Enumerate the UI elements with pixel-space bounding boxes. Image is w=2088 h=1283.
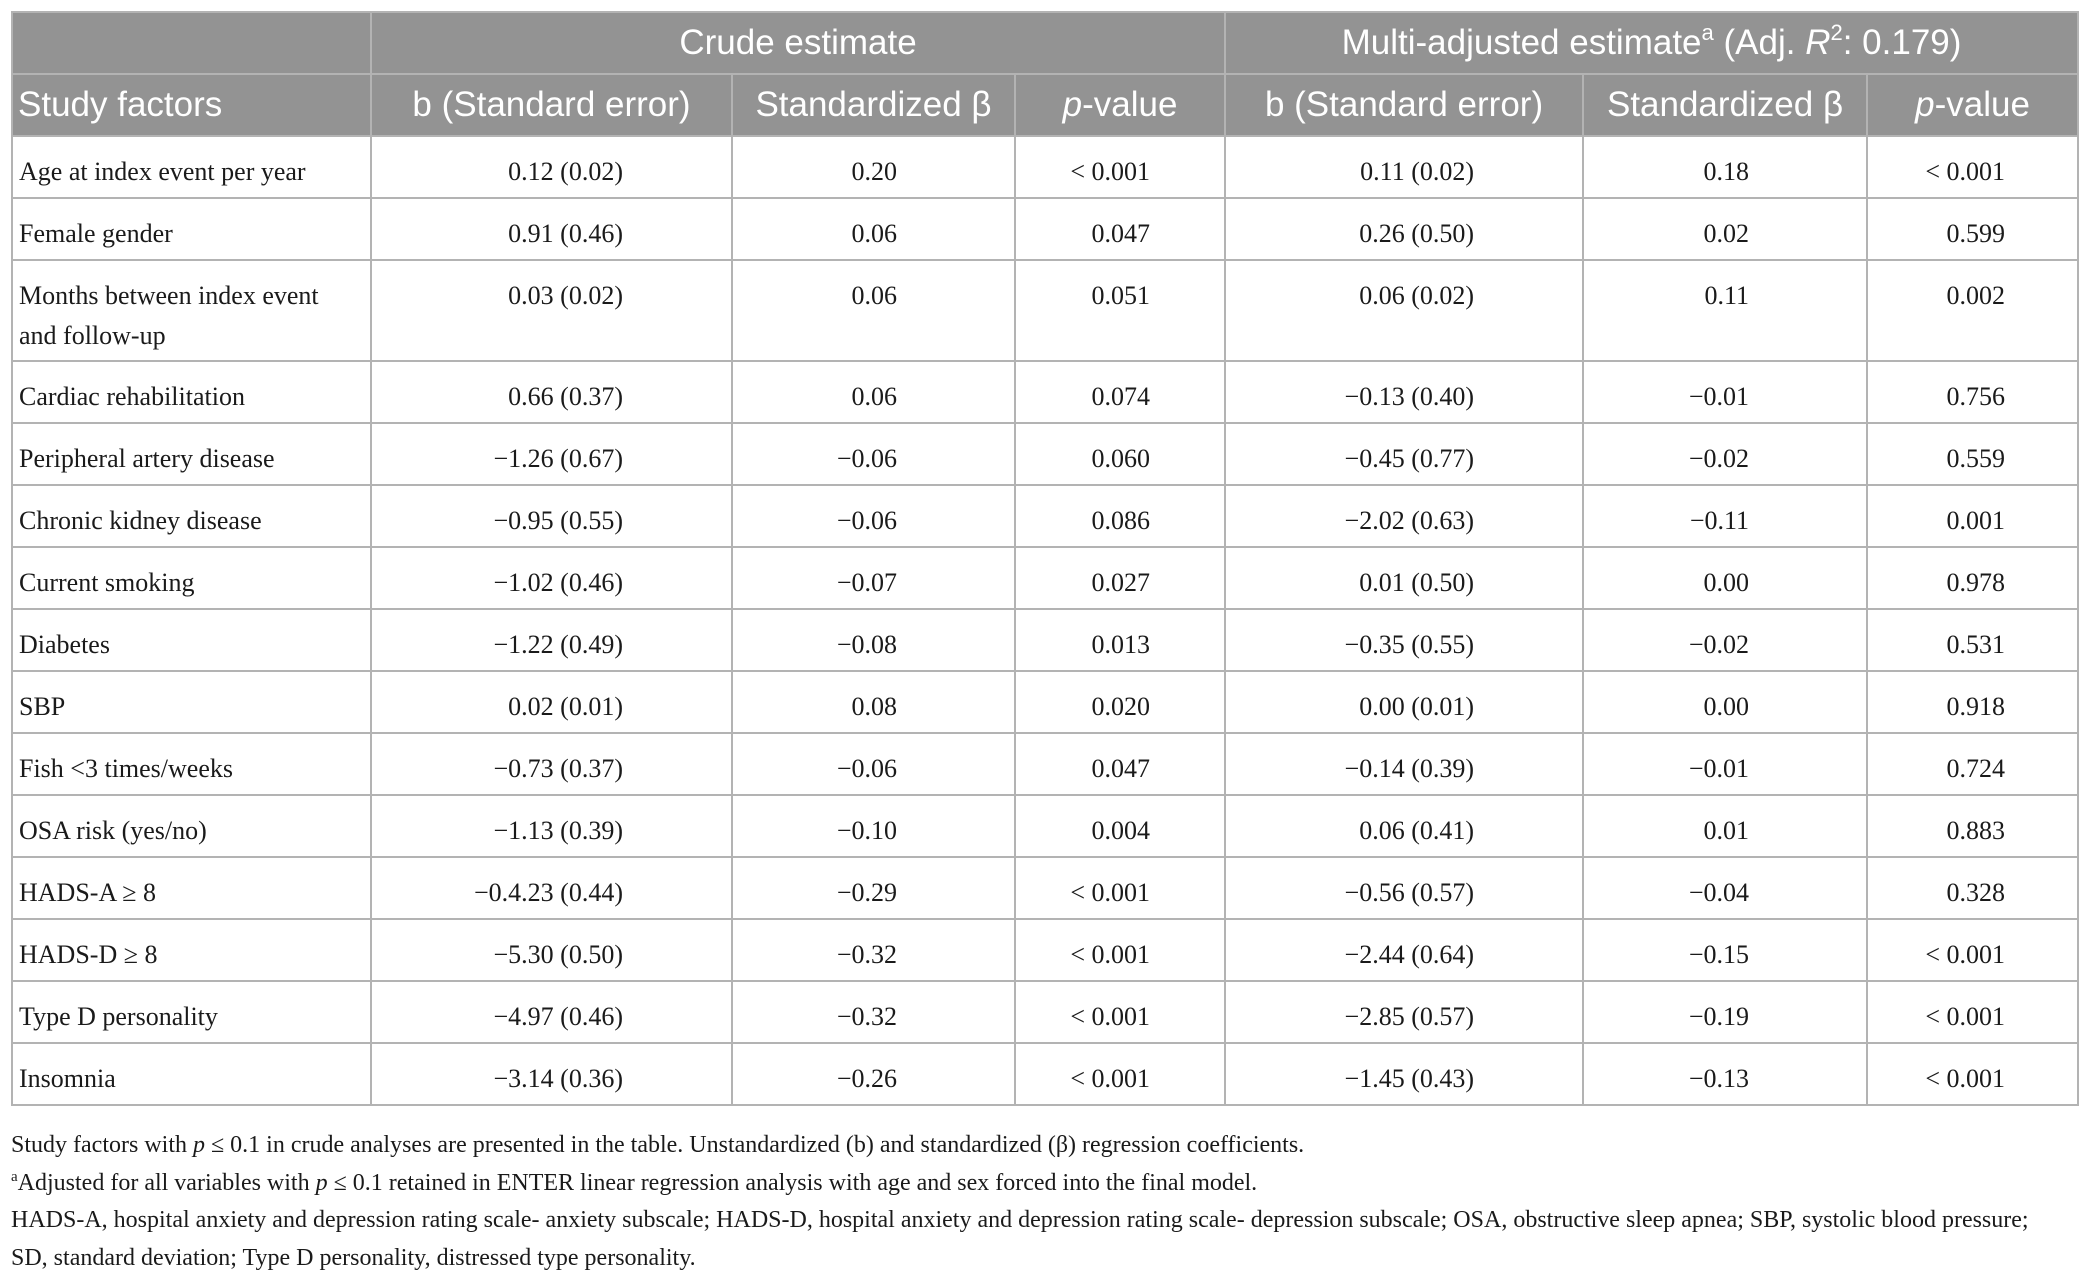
cell-p-value: 0.060 xyxy=(1015,423,1225,485)
header-row-groups xyxy=(12,12,2078,74)
cell-standardized-beta-adjusted: 0.11 xyxy=(1583,260,1867,361)
p-symbol: p xyxy=(1915,85,1935,124)
cell-p-value-adjusted: 0.918 xyxy=(1867,671,2078,733)
cell-p-value: < 0.001 xyxy=(1015,857,1225,919)
cell-b-standard-error: 0.02 (0.01) xyxy=(371,671,732,733)
cell-standardized-beta: 0.08 xyxy=(732,671,1015,733)
p-symbol: p xyxy=(1062,85,1083,124)
header-row-columns xyxy=(12,74,2078,136)
cell-standardized-beta-adjusted: −0.15 xyxy=(1583,919,1867,981)
header-empty-cell xyxy=(12,12,371,74)
cell-p-value-adjusted: 0.599 xyxy=(1867,198,2078,260)
r-symbol: R xyxy=(1805,23,1831,62)
cell-b-standard-error-adjusted: −1.45 (0.43) xyxy=(1225,1043,1583,1105)
cell-p-value: < 0.001 xyxy=(1015,1043,1225,1105)
cell-study-factor: Cardiac rehabilitation xyxy=(12,361,371,423)
cell-standardized-beta: 0.20 xyxy=(732,136,1015,198)
table-row xyxy=(12,547,2078,609)
adj-label: (Adj. xyxy=(1713,23,1806,62)
table-row xyxy=(12,361,2078,423)
cell-standardized-beta-adjusted: −0.02 xyxy=(1583,609,1867,671)
cell-p-value-adjusted: < 0.001 xyxy=(1867,136,2078,198)
table-row xyxy=(12,795,2078,857)
footnote-text: Study factors with xyxy=(11,1132,193,1158)
cell-b-standard-error: −1.13 (0.39) xyxy=(371,795,732,857)
cell-b-standard-error-adjusted: 0.06 (0.02) xyxy=(1225,260,1583,361)
cell-p-value-adjusted: 0.978 xyxy=(1867,547,2078,609)
cell-b-standard-error: −4.97 (0.46) xyxy=(371,981,732,1043)
cell-b-standard-error-adjusted: −2.85 (0.57) xyxy=(1225,981,1583,1043)
cell-p-value: 0.047 xyxy=(1015,733,1225,795)
cell-b-standard-error: 0.03 (0.02) xyxy=(371,260,732,361)
cell-standardized-beta: −0.08 xyxy=(732,609,1015,671)
footnote-marker: a xyxy=(11,1168,18,1185)
table-row xyxy=(12,857,2078,919)
col-study-factors: Study factors xyxy=(12,74,371,136)
cell-study-factor: HADS-A ≥ 8 xyxy=(12,857,371,919)
table-row xyxy=(12,423,2078,485)
cell-b-standard-error: −5.30 (0.50) xyxy=(371,919,732,981)
multi-adjusted-label: Multi-adjusted estimate xyxy=(1341,23,1702,62)
cell-study-factor: Age at index event per year xyxy=(12,136,371,198)
cell-study-factor: OSA risk (yes/no) xyxy=(12,795,371,857)
cell-study-factor: Peripheral artery disease xyxy=(12,423,371,485)
cell-standardized-beta-adjusted: 0.01 xyxy=(1583,795,1867,857)
cell-standardized-beta-adjusted: −0.01 xyxy=(1583,361,1867,423)
cell-standardized-beta: −0.26 xyxy=(732,1043,1015,1105)
cell-p-value: < 0.001 xyxy=(1015,136,1225,198)
cell-standardized-beta: 0.06 xyxy=(732,361,1015,423)
footnote-text: ≤ 0.1 in crude analyses are presented in the table. Unstandardized (b) and standardized (β) regression coefficients. xyxy=(204,1132,1305,1158)
cell-study-factor: Diabetes xyxy=(12,609,371,671)
cell-b-standard-error-adjusted: 0.01 (0.50) xyxy=(1225,547,1583,609)
cell-standardized-beta: −0.06 xyxy=(732,485,1015,547)
cell-standardized-beta: −0.10 xyxy=(732,795,1015,857)
cell-standardized-beta: −0.32 xyxy=(732,919,1015,981)
cell-p-value: 0.020 xyxy=(1015,671,1225,733)
cell-b-standard-error: 0.66 (0.37) xyxy=(371,361,732,423)
col-standardized-beta: Standardized β xyxy=(732,74,1015,136)
cell-p-value: 0.013 xyxy=(1015,609,1225,671)
cell-b-standard-error: −3.14 (0.36) xyxy=(371,1043,732,1105)
cell-p-value-adjusted: 0.883 xyxy=(1867,795,2078,857)
footnote-abbreviations: HADS-A, hospital anxiety and depression rating scale- anxiety subscale; HADS-D, hospital anxiety and depression rating scale- depression subscale; OSA, obstructive sleep apnea; SBP, systolic blood pressure; SD, standard deviation; Type D personality, distressed type personality. xyxy=(11,1207,2029,1271)
footnote-line-2 xyxy=(11,1165,2071,1203)
cell-b-standard-error-adjusted: 0.00 (0.01) xyxy=(1225,671,1583,733)
cell-p-value: 0.047 xyxy=(1015,198,1225,260)
cell-p-value-adjusted: 0.002 xyxy=(1867,260,2078,361)
cell-b-standard-error-adjusted: −0.13 (0.40) xyxy=(1225,361,1583,423)
footnote-marker: a xyxy=(1701,20,1714,45)
cell-p-value: < 0.001 xyxy=(1015,981,1225,1043)
table-row xyxy=(12,609,2078,671)
cell-b-standard-error: −0.4.23 (0.44) xyxy=(371,857,732,919)
cell-study-factor: Months between index event and follow-up xyxy=(12,260,371,361)
cell-standardized-beta: −0.29 xyxy=(732,857,1015,919)
cell-standardized-beta: −0.32 xyxy=(732,981,1015,1043)
cell-study-factor: Insomnia xyxy=(12,1043,371,1105)
cell-p-value: 0.074 xyxy=(1015,361,1225,423)
p-symbol: p xyxy=(192,1132,205,1158)
r-squared-exponent: 2 xyxy=(1830,20,1843,45)
cell-p-value-adjusted: 0.328 xyxy=(1867,857,2078,919)
footnote-line-1 xyxy=(11,1127,2071,1165)
table-row xyxy=(12,981,2078,1043)
table-row xyxy=(12,136,2078,198)
cell-b-standard-error: −1.26 (0.67) xyxy=(371,423,732,485)
footnote-text: ≤ 0.1 retained in ENTER linear regression analysis with age and sex forced into the final model. xyxy=(327,1169,1258,1196)
cell-b-standard-error-adjusted: −0.45 (0.77) xyxy=(1225,423,1583,485)
cell-standardized-beta-adjusted: 0.18 xyxy=(1583,136,1867,198)
footnote-text: Adjusted for all variables with xyxy=(17,1169,316,1196)
cell-b-standard-error: −1.02 (0.46) xyxy=(371,547,732,609)
table-row xyxy=(12,260,2078,361)
cell-standardized-beta-adjusted: −0.13 xyxy=(1583,1043,1867,1105)
cell-standardized-beta-adjusted: 0.00 xyxy=(1583,547,1867,609)
cell-p-value-adjusted: < 0.001 xyxy=(1867,919,2078,981)
regression-table xyxy=(11,11,2079,1106)
cell-b-standard-error-adjusted: 0.11 (0.02) xyxy=(1225,136,1583,198)
cell-study-factor: HADS-D ≥ 8 xyxy=(12,919,371,981)
cell-b-standard-error-adjusted: 0.06 (0.41) xyxy=(1225,795,1583,857)
cell-p-value-adjusted: < 0.001 xyxy=(1867,981,2078,1043)
cell-standardized-beta-adjusted: −0.04 xyxy=(1583,857,1867,919)
cell-b-standard-error-adjusted: −0.35 (0.55) xyxy=(1225,609,1583,671)
cell-p-value-adjusted: 0.756 xyxy=(1867,361,2078,423)
crude-estimate-label: Crude estimate xyxy=(679,23,917,62)
cell-p-value-adjusted: 0.559 xyxy=(1867,423,2078,485)
cell-standardized-beta-adjusted: 0.02 xyxy=(1583,198,1867,260)
cell-b-standard-error: −0.73 (0.37) xyxy=(371,733,732,795)
cell-p-value: 0.004 xyxy=(1015,795,1225,857)
col-b-standard-error: b (Standard error) xyxy=(371,74,732,136)
cell-b-standard-error: 0.91 (0.46) xyxy=(371,198,732,260)
cell-p-value-adjusted: 0.001 xyxy=(1867,485,2078,547)
cell-study-factor: Fish <3 times/weeks xyxy=(12,733,371,795)
cell-b-standard-error-adjusted: −0.56 (0.57) xyxy=(1225,857,1583,919)
cell-standardized-beta-adjusted: −0.02 xyxy=(1583,423,1867,485)
cell-study-factor: Female gender xyxy=(12,198,371,260)
p-value-suffix: -value xyxy=(1934,85,2030,124)
col-p-value xyxy=(1015,74,1225,136)
col-p-value-adjusted xyxy=(1867,74,2078,136)
col-b-standard-error-adjusted: b (Standard error) xyxy=(1225,74,1583,136)
cell-b-standard-error: −1.22 (0.49) xyxy=(371,609,732,671)
header-multi-adjusted-estimate xyxy=(1225,12,2078,74)
cell-standardized-beta: −0.07 xyxy=(732,547,1015,609)
cell-b-standard-error-adjusted: −2.02 (0.63) xyxy=(1225,485,1583,547)
cell-study-factor: Type D personality xyxy=(12,981,371,1043)
cell-standardized-beta-adjusted: −0.11 xyxy=(1583,485,1867,547)
cell-study-factor: Current smoking xyxy=(12,547,371,609)
col-standardized-beta-adjusted: Standardized β xyxy=(1583,74,1867,136)
cell-standardized-beta-adjusted: 0.00 xyxy=(1583,671,1867,733)
table-row xyxy=(12,198,2078,260)
cell-p-value: 0.051 xyxy=(1015,260,1225,361)
cell-p-value: < 0.001 xyxy=(1015,919,1225,981)
cell-b-standard-error-adjusted: 0.26 (0.50) xyxy=(1225,198,1583,260)
cell-p-value-adjusted: < 0.001 xyxy=(1867,1043,2078,1105)
cell-study-factor: SBP xyxy=(12,671,371,733)
cell-b-standard-error-adjusted: −0.14 (0.39) xyxy=(1225,733,1583,795)
header-crude-estimate xyxy=(371,12,1225,74)
cell-p-value: 0.027 xyxy=(1015,547,1225,609)
adj-r2-value: : 0.179) xyxy=(1842,23,1962,62)
table-row xyxy=(12,733,2078,795)
cell-standardized-beta: −0.06 xyxy=(732,733,1015,795)
cell-standardized-beta-adjusted: −0.19 xyxy=(1583,981,1867,1043)
cell-p-value-adjusted: 0.531 xyxy=(1867,609,2078,671)
table-row xyxy=(12,919,2078,981)
table-footnotes xyxy=(11,1127,2071,1277)
cell-p-value-adjusted: 0.724 xyxy=(1867,733,2078,795)
cell-b-standard-error-adjusted: −2.44 (0.64) xyxy=(1225,919,1583,981)
table-row xyxy=(12,671,2078,733)
cell-b-standard-error: 0.12 (0.02) xyxy=(371,136,732,198)
p-value-suffix: -value xyxy=(1082,85,1178,124)
table-body xyxy=(12,136,2078,1105)
cell-p-value: 0.086 xyxy=(1015,485,1225,547)
cell-standardized-beta-adjusted: −0.01 xyxy=(1583,733,1867,795)
cell-standardized-beta: −0.06 xyxy=(732,423,1015,485)
table-row xyxy=(12,1043,2078,1105)
p-symbol: p xyxy=(315,1169,328,1196)
table-row xyxy=(12,485,2078,547)
cell-study-factor: Chronic kidney disease xyxy=(12,485,371,547)
cell-standardized-beta: 0.06 xyxy=(732,198,1015,260)
cell-b-standard-error: −0.95 (0.55) xyxy=(371,485,732,547)
cell-standardized-beta: 0.06 xyxy=(732,260,1015,361)
